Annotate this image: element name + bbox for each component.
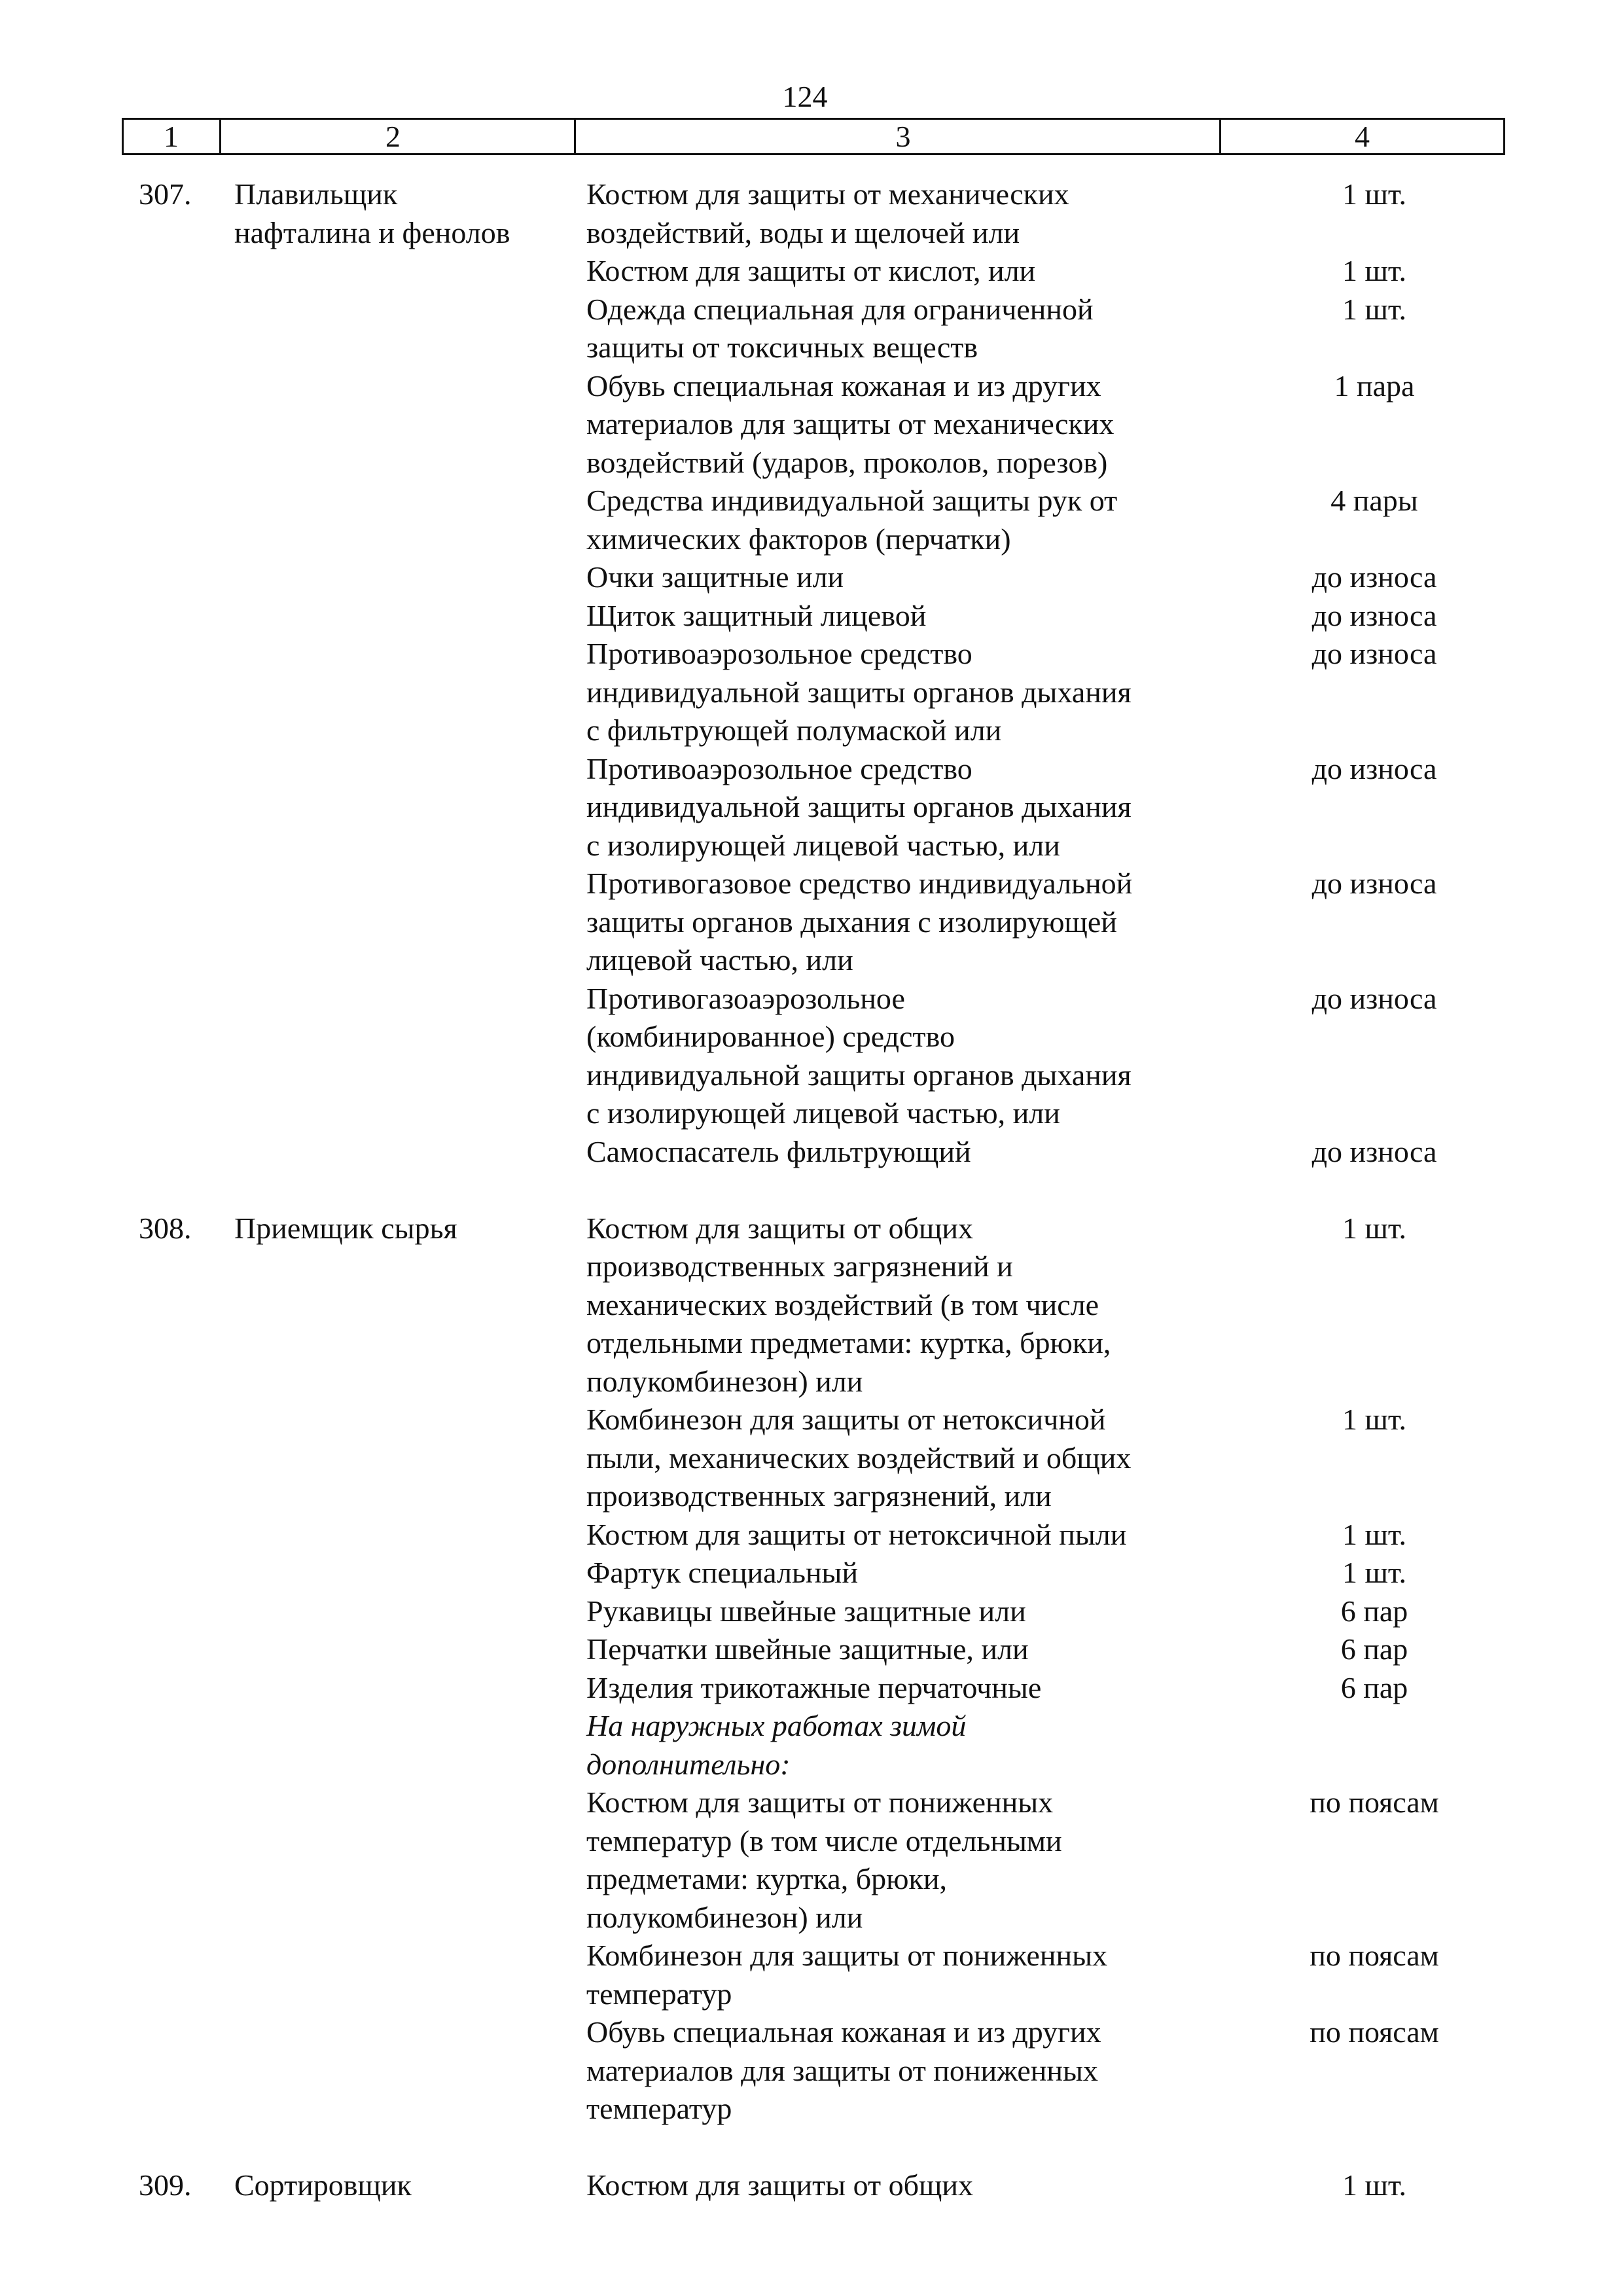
item-description: Комбинезон для защиты от пониженных	[586, 1939, 1107, 1972]
item-quantity: 1 шт.	[1342, 1517, 1407, 1551]
item-description: производственных загрязнений, или	[586, 1479, 1052, 1513]
item-description: полукомбинезон) или	[586, 1364, 863, 1398]
item-description: индивидуальной защиты органов дыхания	[586, 675, 1132, 709]
item-description: воздействий, воды и щелочей или	[586, 215, 1020, 249]
item-description: производственных загрязнений и	[586, 1249, 1013, 1283]
item-quantity: 1 шт.	[1342, 292, 1407, 326]
item-description: пыли, механических воздействий и общих	[586, 1441, 1132, 1475]
item-quantity: по поясам	[1310, 2015, 1439, 2049]
item-description: Противоаэрозольное средство	[586, 637, 972, 670]
item-description: предметами: куртка, брюки,	[586, 1862, 947, 1895]
item-description: Костюм для защиты от общих	[586, 1211, 974, 1245]
item-description: Обувь специальная кожаная и из других	[586, 368, 1101, 403]
item-quantity: до износа	[1311, 598, 1437, 632]
item-description: Костюм для защиты от общих	[586, 2168, 974, 2202]
item-description: Комбинезон для защиты от нетоксичной	[586, 1403, 1106, 1436]
item-description: индивидуальной защиты органов дыхания	[586, 1058, 1132, 1092]
item-description: (комбинированное) средство	[586, 1020, 955, 1053]
profession-name: Плавильщик	[234, 177, 398, 211]
item-quantity: 4 пары	[1330, 484, 1418, 517]
table-header	[122, 118, 1505, 155]
item-description: полукомбинезон) или	[586, 1900, 863, 1934]
profession-name: Сортировщик	[234, 2168, 412, 2202]
item-description: с фильтрующей полумаской или	[586, 713, 1002, 747]
row-number: 307.	[139, 177, 192, 211]
item-description: Костюм для защиты от нетоксичной пыли	[586, 1517, 1127, 1551]
item-quantity: 1 шт.	[1342, 254, 1407, 287]
row-number: 308.	[139, 1211, 192, 1245]
header-cell-4: 4	[1355, 120, 1370, 153]
item-description: Противогазовое средство индивидуальной	[586, 867, 1133, 900]
item-description: с изолирующей лицевой частью, или	[586, 1096, 1060, 1130]
item-description: Одежда специальная для ограниченной	[586, 292, 1094, 326]
item-description: механических воздействий (в том числе	[586, 1287, 1099, 1321]
item-description: На наружных работах зимой	[586, 1709, 967, 1742]
item-quantity: до износа	[1311, 981, 1437, 1015]
item-description: Очки защитные или	[586, 560, 844, 594]
item-description: температур (в том числе отдельными	[586, 1823, 1062, 1857]
item-quantity: 1 шт.	[1342, 1403, 1407, 1436]
item-quantity: до износа	[1311, 751, 1437, 785]
item-quantity: до износа	[1311, 560, 1437, 594]
item-quantity: 1 пара	[1334, 368, 1415, 403]
item-quantity: до износа	[1311, 867, 1437, 900]
item-description: индивидуальной защиты органов дыхания	[586, 790, 1132, 823]
item-quantity: до износа	[1311, 637, 1437, 670]
item-quantity: 6 пар	[1340, 1594, 1408, 1628]
item-description: Рукавицы швейные защитные или	[586, 1594, 1026, 1628]
item-description: Костюм для защиты от механических	[586, 177, 1069, 211]
profession-name: Приемщик сырья	[234, 1211, 457, 1245]
item-description: Щиток защитный лицевой	[586, 598, 927, 632]
item-description: Противогазоаэрозольное	[586, 981, 905, 1015]
page-number: 124	[782, 80, 828, 113]
item-description: с изолирующей лицевой частью, или	[586, 828, 1060, 862]
item-description: Изделия трикотажные перчаточные	[586, 1670, 1042, 1704]
item-quantity: 6 пар	[1340, 1632, 1408, 1666]
item-description: химических факторов (перчатки)	[586, 522, 1011, 556]
item-quantity: до износа	[1311, 1134, 1437, 1168]
item-description: лицевой частью, или	[586, 943, 853, 977]
item-description: дополнительно:	[586, 1747, 791, 1781]
item-quantity: по поясам	[1310, 1785, 1439, 1819]
item-quantity: 1 шт.	[1342, 1211, 1407, 1245]
item-description: Перчатки швейные защитные, или	[586, 1632, 1029, 1666]
item-description: Фартук специальный	[586, 1556, 859, 1589]
header-cell-1: 1	[164, 120, 179, 153]
item-quantity: по поясам	[1310, 1939, 1439, 1972]
item-description: Самоспасатель фильтрующий	[586, 1134, 971, 1168]
profession-name: нафталина и фенолов	[234, 215, 510, 249]
header-cell-3: 3	[895, 120, 911, 153]
header-cell-2: 2	[385, 120, 401, 153]
row-number: 309.	[139, 2168, 192, 2202]
item-description: температур	[586, 1977, 732, 2011]
item-description: материалов для защиты от пониженных	[586, 2053, 1098, 2087]
item-description: отдельными предметами: куртка, брюки,	[586, 1326, 1111, 1359]
item-description: Костюм для защиты от кислот, или	[586, 254, 1036, 287]
item-description: материалов для защиты от механических	[586, 407, 1115, 440]
item-description: Средства индивидуальной защиты рук от	[586, 484, 1118, 517]
item-description: защиты органов дыхания с изолирующей	[586, 905, 1117, 939]
item-description: воздействий (ударов, проколов, порезов)	[586, 445, 1108, 479]
item-description: температур	[586, 2092, 732, 2125]
item-description: Костюм для защиты от пониженных	[586, 1785, 1054, 1819]
item-quantity: 1 шт.	[1342, 177, 1407, 211]
item-quantity: 6 пар	[1340, 1670, 1408, 1704]
item-quantity: 1 шт.	[1342, 1556, 1407, 1589]
item-quantity: 1 шт.	[1342, 2168, 1407, 2202]
item-description: Обувь специальная кожаная и из других	[586, 2015, 1101, 2049]
item-description: Противоаэрозольное средство	[586, 751, 972, 785]
item-description: защиты от токсичных веществ	[586, 331, 978, 364]
